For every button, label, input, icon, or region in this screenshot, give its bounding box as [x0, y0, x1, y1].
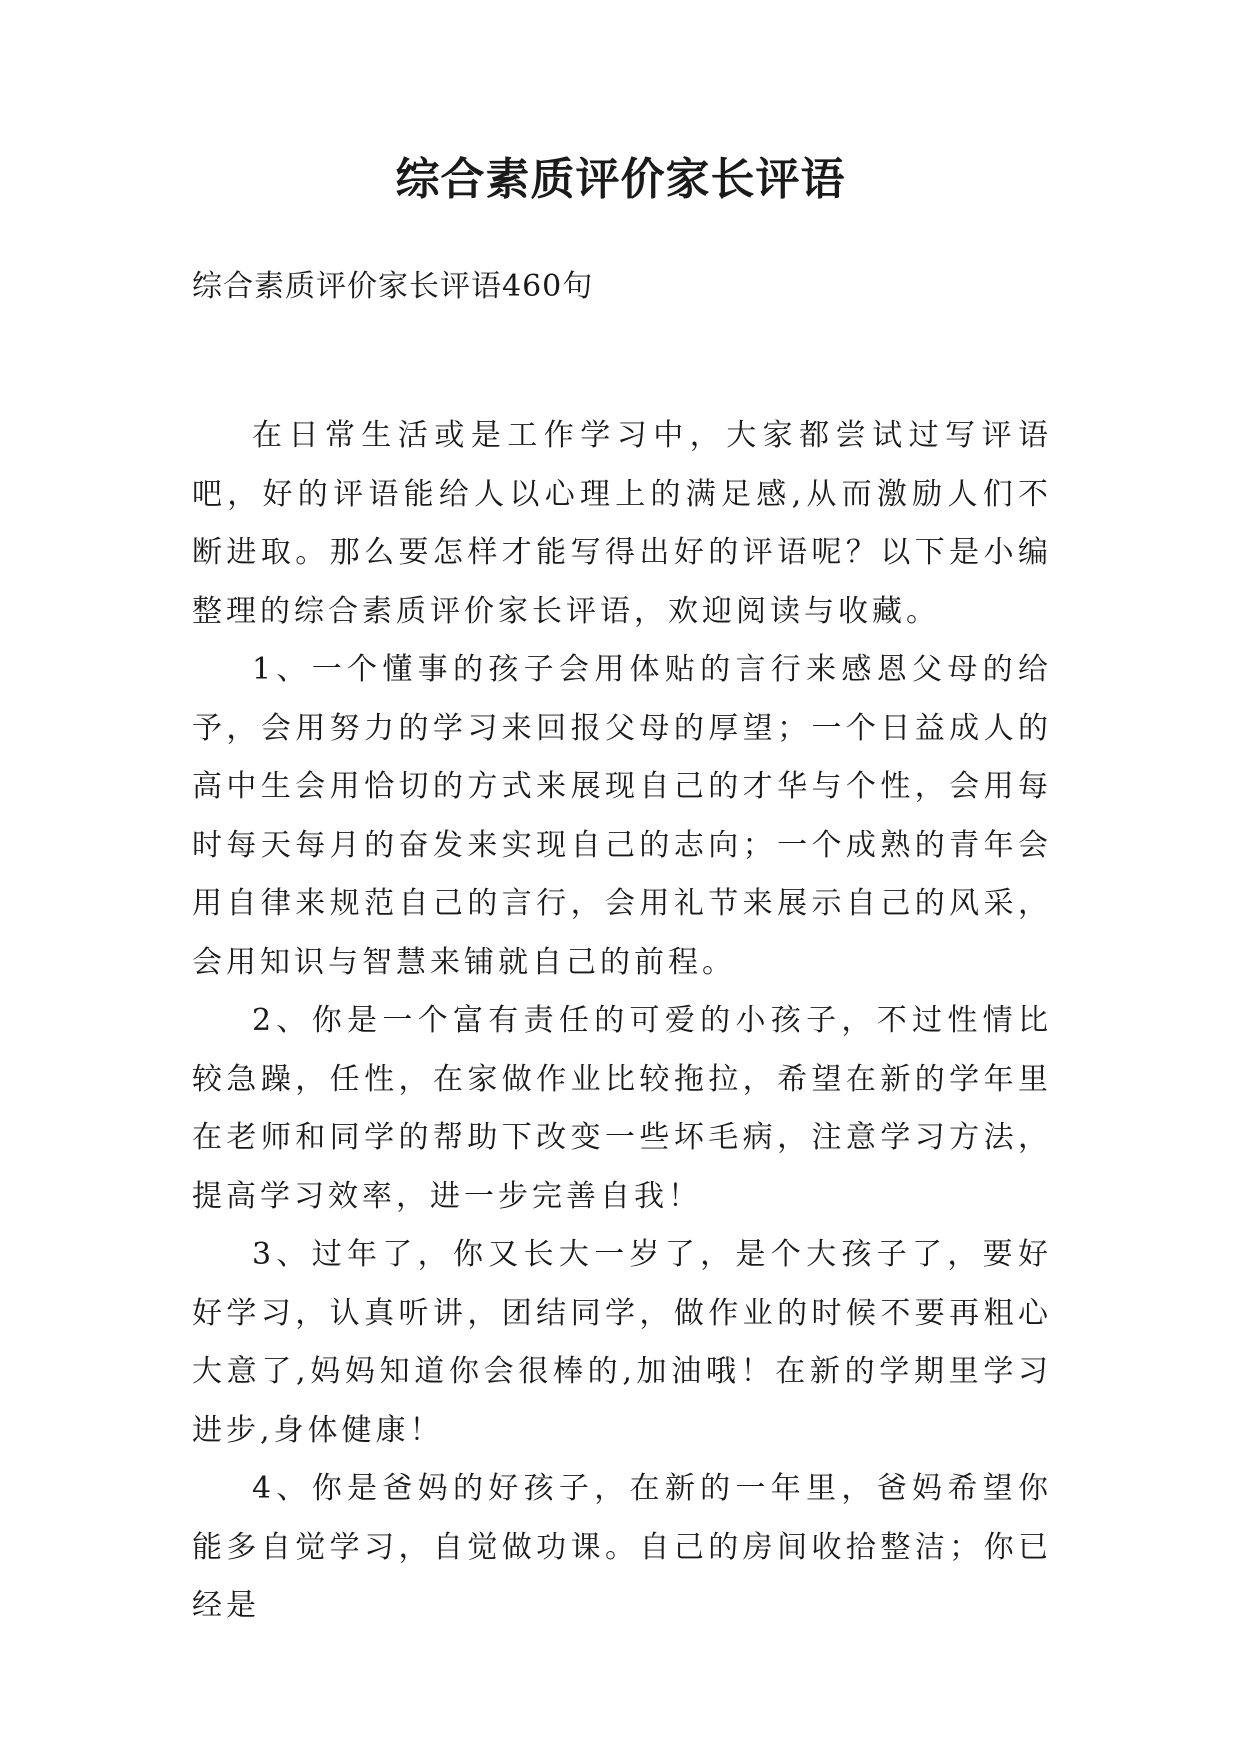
comment-paragraph-4: 4、你是爸妈的好孩子，在新的一年里，爸妈希望你能多自觉学习，自觉做功课。自己的房间收拾整洁；你已经是 — [192, 1471, 1052, 1623]
document-body — [192, 407, 1052, 1636]
comment-paragraph-1: 1、一个懂事的孩子会用体贴的言行来感恩父母的给予，会用努力的学习来回报父母的厚望；一个日益成人的高中生会用恰切的方式来展现自己的才华与个性，会用每时每天每月的奋发来实现自己的志向；一个成熟的青年会用自律来规范自己的言行，会用礼节来展示自己的风采，会用知识与智慧来铺就自己的前程。 — [192, 652, 1052, 980]
comment-paragraph-2: 2、你是一个富有责任的可爱的小孩子，不过性情比较急躁，任性，在家做作业比较拖拉，希望在新的学年里在老师和同学的帮助下改变一些坏毛病，注意学习方法，提高学习效率，进一步完善自我！ — [192, 1003, 1052, 1214]
document-subtitle: 综合素质评价家长评语460句 — [192, 269, 594, 304]
comment-paragraph-3: 3、过年了，你又长大一岁了，是个大孩子了，要好好学习，认真听讲，团结同学，做作业的时候不要再粗心大意了,妈妈知道你会很棒的,加油哦！在新的学期里学习进步,身体健康！ — [192, 1237, 1052, 1448]
intro-paragraph: 在日常生活或是工作学习中，大家都尝试过写评语吧，好的评语能给人以心理上的满足感,从而激励人们不断进取。那么要怎样才能写得出好的评语呢？以下是小编整理的综合素质评价家长评语，欢迎阅读与收藏。 — [192, 418, 1052, 629]
document-title: 综合素质评价家长评语 — [395, 154, 846, 205]
